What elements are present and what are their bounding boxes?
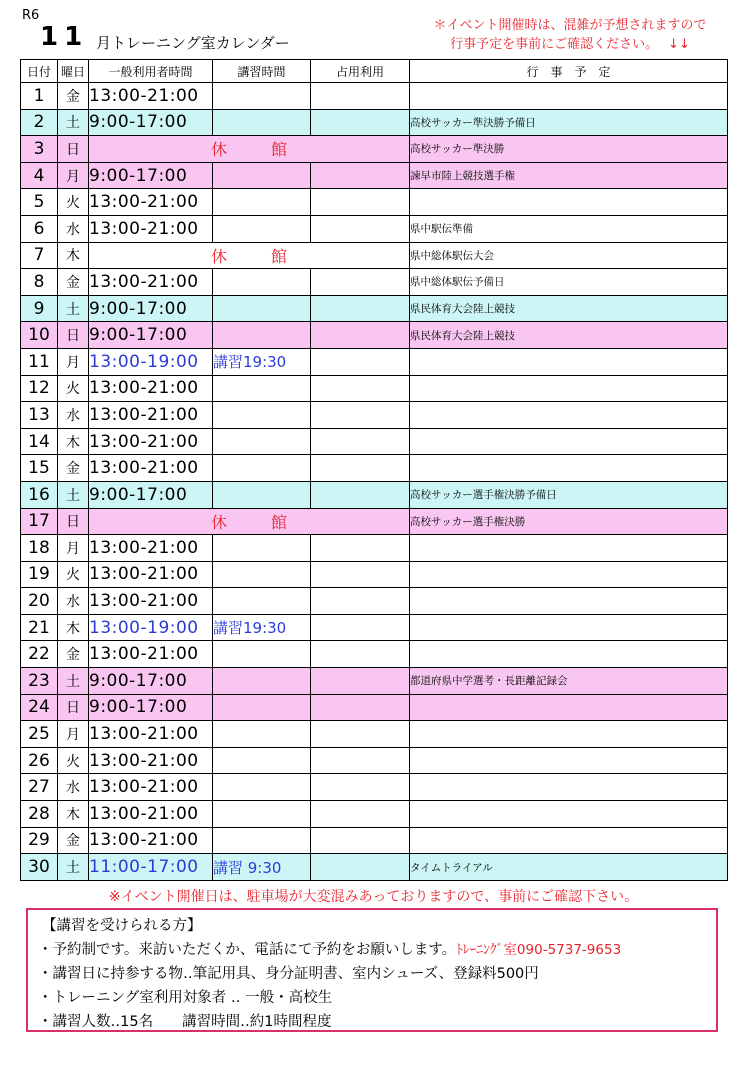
- day-cell: 21: [21, 614, 58, 641]
- general-hours-cell: 9:00-17:00: [89, 162, 213, 189]
- exclusive-use-cell: [311, 348, 410, 375]
- event-notice-line2-text: 行事予定を事前にご確認ください。: [450, 37, 659, 52]
- event-cell: [410, 694, 728, 721]
- day-cell: 28: [21, 801, 58, 828]
- lecture-time-cell: [213, 801, 311, 828]
- weekday-cell: 月: [58, 721, 89, 748]
- general-hours-cell: 13:00-21:00: [89, 801, 213, 828]
- down-arrows-icon: ↓↓: [668, 37, 690, 52]
- calendar-row: [21, 295, 728, 322]
- weekday-cell: 水: [58, 215, 89, 242]
- event-cell: [410, 455, 728, 482]
- exclusive-use-cell: [311, 162, 410, 189]
- calendar-row: [21, 508, 728, 535]
- calendar-row: [21, 747, 728, 774]
- general-hours-cell: 9:00-17:00: [89, 295, 213, 322]
- event-cell: 高校サッカー選手権決勝予備日: [410, 481, 728, 508]
- closed-char-2: 館: [270, 512, 287, 532]
- weekday-cell: 木: [58, 614, 89, 641]
- weekday-cell: 月: [58, 162, 89, 189]
- day-cell: 8: [21, 269, 58, 296]
- general-hours-cell: 13:00-21:00: [89, 774, 213, 801]
- day-cell: 30: [21, 854, 58, 881]
- event-cell: 高校サッカー準決勝予備日: [410, 109, 728, 136]
- exclusive-use-cell: [311, 668, 410, 695]
- day-cell: 5: [21, 189, 58, 216]
- calendar-row: [21, 375, 728, 402]
- lecture-time-cell: [213, 109, 311, 136]
- exclusive-use-cell: [311, 428, 410, 455]
- weekday-cell: 日: [58, 322, 89, 349]
- day-cell: 12: [21, 375, 58, 402]
- lecture-time-cell: [213, 827, 311, 854]
- calendar-row: [21, 402, 728, 429]
- weekday-cell: 金: [58, 455, 89, 482]
- exclusive-use-cell: [311, 535, 410, 562]
- general-hours-cell: 13:00-21:00: [89, 428, 213, 455]
- lecture-time-cell: [213, 83, 311, 110]
- weekday-cell: 火: [58, 747, 89, 774]
- lecture-info-box: [26, 908, 718, 1032]
- event-cell: [410, 827, 728, 854]
- event-cell: [410, 83, 728, 110]
- event-notice-line2: [420, 35, 720, 54]
- day-cell: 15: [21, 455, 58, 482]
- day-cell: 3: [21, 136, 58, 163]
- lecture-time-cell: 講習19:30: [213, 614, 311, 641]
- exclusive-use-cell: [311, 827, 410, 854]
- day-cell: 17: [21, 508, 58, 535]
- calendar-row: [21, 854, 728, 881]
- lecture-time-cell: [213, 668, 311, 695]
- closed-char-2: 館: [270, 246, 287, 266]
- calendar-row: [21, 215, 728, 242]
- general-hours-cell: 13:00-21:00: [89, 189, 213, 216]
- lecture-time-cell: 講習19:30: [213, 348, 311, 375]
- event-cell: [410, 774, 728, 801]
- calendar-row: [21, 481, 728, 508]
- general-hours-cell: 13:00-21:00: [89, 402, 213, 429]
- day-cell: 25: [21, 721, 58, 748]
- event-cell: 県中駅伝準備: [410, 215, 728, 242]
- calendar-row: [21, 242, 728, 269]
- general-hours-cell: 13:00-21:00: [89, 215, 213, 242]
- exclusive-use-cell: [311, 83, 410, 110]
- calendar-table: [20, 59, 728, 881]
- exclusive-use-cell: [311, 694, 410, 721]
- event-cell: 県中総体駅伝大会: [410, 242, 728, 269]
- event-cell: [410, 747, 728, 774]
- calendar-row: [21, 588, 728, 615]
- calendar-row: [21, 269, 728, 296]
- exclusive-use-cell: [311, 774, 410, 801]
- exclusive-use-cell: [311, 402, 410, 429]
- lecture-info-line2: ・講習日に持参する物‥筆記用具、身分証明書、室内シューズ、登録料500円: [38, 966, 539, 982]
- general-hours-cell: 13:00-21:00: [89, 827, 213, 854]
- day-cell: 13: [21, 402, 58, 429]
- lecture-time-cell: [213, 162, 311, 189]
- exclusive-use-cell: [311, 295, 410, 322]
- general-hours-cell: 13:00-21:00: [89, 535, 213, 562]
- reservation-text: ・予約制です。来訪いただくか、電話にて予約をお願いします。: [38, 942, 457, 958]
- parking-footnote: ※イベント開催日は、駐車場が大変混みあっておりますので、事前にご確認下さい。: [108, 889, 639, 905]
- calendar-row: [21, 774, 728, 801]
- event-cell: 県中総体駅伝予備日: [410, 269, 728, 296]
- general-hours-cell: 9:00-17:00: [89, 694, 213, 721]
- calendar-row: [21, 162, 728, 189]
- general-hours-cell: 13:00-21:00: [89, 721, 213, 748]
- general-hours-cell: 13:00-21:00: [89, 269, 213, 296]
- lecture-time-cell: [213, 455, 311, 482]
- event-cell: タイムトライアル: [410, 854, 728, 881]
- general-hours-cell: 13:00-21:00: [89, 83, 213, 110]
- day-cell: 26: [21, 747, 58, 774]
- weekday-cell: 日: [58, 136, 89, 163]
- phone-number: ﾄﾚｰﾆﾝｸﾞ室090-5737-9653: [456, 942, 622, 958]
- exclusive-use-cell: [311, 455, 410, 482]
- event-cell: [410, 801, 728, 828]
- lecture-time-cell: [213, 774, 311, 801]
- exclusive-use-cell: [311, 854, 410, 881]
- lecture-time-cell: [213, 322, 311, 349]
- weekday-cell: 水: [58, 402, 89, 429]
- general-hours-cell: 13:00-21:00: [89, 588, 213, 615]
- weekday-cell: 日: [58, 508, 89, 535]
- calendar-row: [21, 455, 728, 482]
- general-hours-cell: 13:00-19:00: [89, 348, 213, 375]
- general-hours-cell: 13:00-21:00: [89, 455, 213, 482]
- lecture-time-cell: [213, 747, 311, 774]
- general-hours-cell: 9:00-17:00: [89, 668, 213, 695]
- calendar-row: [21, 827, 728, 854]
- lecture-info-line4: ・講習人数‥15名 講習時間‥約1時間程度: [38, 1014, 332, 1030]
- closed-cell: [89, 136, 410, 163]
- day-cell: 7: [21, 242, 58, 269]
- page-title: 月トレーニング室カレンダー: [96, 34, 290, 52]
- weekday-cell: 土: [58, 668, 89, 695]
- weekday-cell: 木: [58, 428, 89, 455]
- exclusive-use-cell: [311, 322, 410, 349]
- lecture-time-cell: [213, 375, 311, 402]
- calendar-row: [21, 109, 728, 136]
- calendar-row: [21, 83, 728, 110]
- lecture-time-cell: [213, 481, 311, 508]
- calendar-row: [21, 721, 728, 748]
- day-cell: 16: [21, 481, 58, 508]
- general-hours-cell: 13:00-21:00: [89, 375, 213, 402]
- weekday-cell: 土: [58, 295, 89, 322]
- day-cell: 11: [21, 348, 58, 375]
- event-cell: 都道府県中学選考・長距離記録会: [410, 668, 728, 695]
- event-notice: [420, 16, 720, 54]
- day-cell: 22: [21, 641, 58, 668]
- lecture-time-cell: [213, 295, 311, 322]
- calendar-body: [21, 83, 728, 881]
- weekday-cell: 火: [58, 561, 89, 588]
- general-hours-cell: 11:00-17:00: [89, 854, 213, 881]
- lecture-time-cell: [213, 402, 311, 429]
- general-hours-cell: 9:00-17:00: [89, 322, 213, 349]
- lecture-time-cell: [213, 189, 311, 216]
- event-cell: [410, 721, 728, 748]
- event-cell: [410, 535, 728, 562]
- closed-char-1: 休: [210, 512, 227, 532]
- weekday-cell: 金: [58, 269, 89, 296]
- general-hours-cell: 13:00-21:00: [89, 747, 213, 774]
- calendar-row: [21, 694, 728, 721]
- weekday-cell: 水: [58, 774, 89, 801]
- exclusive-use-cell: [311, 189, 410, 216]
- lecture-time-cell: [213, 269, 311, 296]
- weekday-cell: 火: [58, 189, 89, 216]
- month-number: 11: [40, 22, 89, 52]
- exclusive-use-cell: [311, 481, 410, 508]
- lecture-time-cell: [213, 641, 311, 668]
- day-cell: 6: [21, 215, 58, 242]
- event-cell: 諫早市陸上競技選手権: [410, 162, 728, 189]
- closed-char-1: 休: [210, 140, 227, 160]
- calendar-row: [21, 428, 728, 455]
- weekday-cell: 金: [58, 827, 89, 854]
- calendar-row: [21, 641, 728, 668]
- header-events: 行 事 予 定: [410, 60, 728, 83]
- calendar-row: [21, 801, 728, 828]
- weekday-cell: 日: [58, 694, 89, 721]
- calendar-row: [21, 189, 728, 216]
- weekday-cell: 金: [58, 641, 89, 668]
- exclusive-use-cell: [311, 215, 410, 242]
- weekday-cell: 土: [58, 854, 89, 881]
- general-hours-cell: 13:00-21:00: [89, 641, 213, 668]
- closed-char-1: 休: [210, 246, 227, 266]
- event-cell: 高校サッカー準決勝: [410, 136, 728, 163]
- event-cell: [410, 561, 728, 588]
- header-date: 日付: [21, 60, 58, 83]
- general-hours-cell: 9:00-17:00: [89, 481, 213, 508]
- lecture-time-cell: [213, 561, 311, 588]
- day-cell: 23: [21, 668, 58, 695]
- general-hours-cell: 9:00-17:00: [89, 109, 213, 136]
- header-exclusive-use: 占用利用: [311, 60, 410, 83]
- closed-cell: [89, 508, 410, 535]
- weekday-cell: 月: [58, 348, 89, 375]
- lecture-time-cell: [213, 694, 311, 721]
- weekday-cell: 木: [58, 801, 89, 828]
- event-cell: [410, 614, 728, 641]
- exclusive-use-cell: [311, 641, 410, 668]
- exclusive-use-cell: [311, 614, 410, 641]
- weekday-cell: 金: [58, 83, 89, 110]
- day-cell: 4: [21, 162, 58, 189]
- day-cell: 18: [21, 535, 58, 562]
- exclusive-use-cell: [311, 375, 410, 402]
- general-hours-cell: 13:00-19:00: [89, 614, 213, 641]
- lecture-time-cell: [213, 535, 311, 562]
- event-cell: [410, 641, 728, 668]
- event-cell: [410, 189, 728, 216]
- event-notice-line1: ＊イベント開催時は、混雑が予想されますので: [433, 18, 707, 33]
- closed-char-2: 館: [270, 140, 287, 160]
- day-cell: 20: [21, 588, 58, 615]
- day-cell: 27: [21, 774, 58, 801]
- day-cell: 19: [21, 561, 58, 588]
- calendar-row: [21, 614, 728, 641]
- event-cell: 県民体育大会陸上競技: [410, 322, 728, 349]
- header-weekday: 曜日: [58, 60, 89, 83]
- closed-cell: [89, 242, 410, 269]
- day-cell: 29: [21, 827, 58, 854]
- day-cell: 10: [21, 322, 58, 349]
- calendar-row: [21, 322, 728, 349]
- general-hours-cell: 13:00-21:00: [89, 561, 213, 588]
- calendar-row: [21, 535, 728, 562]
- exclusive-use-cell: [311, 747, 410, 774]
- header-general-hours: 一般利用者時間: [89, 60, 213, 83]
- event-cell: [410, 588, 728, 615]
- exclusive-use-cell: [311, 269, 410, 296]
- calendar-row: [21, 668, 728, 695]
- weekday-cell: 火: [58, 375, 89, 402]
- exclusive-use-cell: [311, 801, 410, 828]
- exclusive-use-cell: [311, 588, 410, 615]
- exclusive-use-cell: [311, 561, 410, 588]
- day-cell: 24: [21, 694, 58, 721]
- day-cell: 14: [21, 428, 58, 455]
- day-cell: 9: [21, 295, 58, 322]
- event-cell: 高校サッカー選手権決勝: [410, 508, 728, 535]
- lecture-info-line3: ・トレーニング室利用対象者 ‥ 一般・高校生: [38, 990, 333, 1006]
- weekday-cell: 水: [58, 588, 89, 615]
- day-cell: 2: [21, 109, 58, 136]
- exclusive-use-cell: [311, 109, 410, 136]
- day-cell: 1: [21, 83, 58, 110]
- exclusive-use-cell: [311, 721, 410, 748]
- lecture-time-cell: [213, 428, 311, 455]
- event-cell: [410, 348, 728, 375]
- event-cell: [410, 375, 728, 402]
- era-label: R6: [22, 8, 40, 23]
- lecture-time-cell: [213, 721, 311, 748]
- weekday-cell: 土: [58, 109, 89, 136]
- weekday-cell: 土: [58, 481, 89, 508]
- lecture-info-line1: [38, 938, 706, 962]
- lecture-time-cell: [213, 215, 311, 242]
- lecture-info-heading: 【講習を受けられる方】: [42, 918, 202, 934]
- event-cell: [410, 428, 728, 455]
- calendar-header-row: [21, 60, 728, 83]
- header-lecture-time: 講習時間: [213, 60, 311, 83]
- event-cell: [410, 402, 728, 429]
- lecture-time-cell: 講習 9:30: [213, 854, 311, 881]
- lecture-time-cell: [213, 588, 311, 615]
- event-cell: 県民体育大会陸上競技: [410, 295, 728, 322]
- calendar-row: [21, 136, 728, 163]
- weekday-cell: 木: [58, 242, 89, 269]
- calendar-row: [21, 561, 728, 588]
- calendar-row: [21, 348, 728, 375]
- weekday-cell: 月: [58, 535, 89, 562]
